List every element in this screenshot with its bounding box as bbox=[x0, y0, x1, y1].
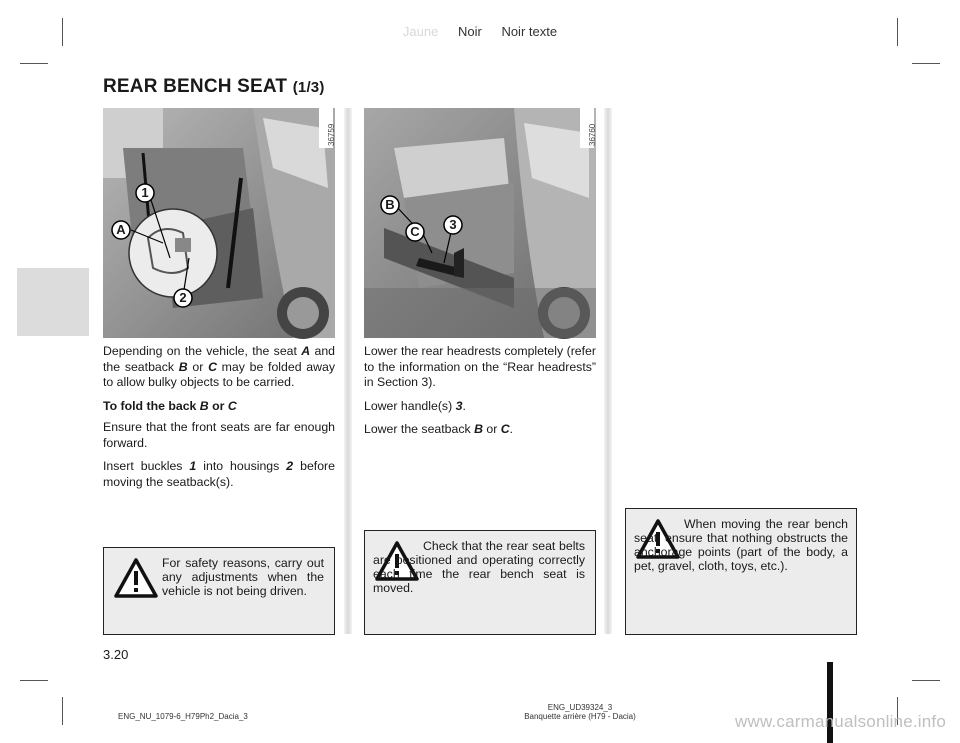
paragraph-headrests: Lower the rear headrests completely (refer to the information on the “Rear headrests” in Section 3). bbox=[364, 344, 596, 389]
watermark: www.carmanualsonline.info bbox=[735, 712, 946, 731]
figure-ref-number: 36760 bbox=[580, 108, 594, 148]
section-heading: To fold the back B or C bbox=[103, 398, 237, 413]
page-title-part: (1/3) bbox=[292, 79, 325, 96]
warning-text: When moving the rear bench seat, ensure that nothing obstructs the anchorage points (part of the body, a pet, gravel, cloth, toys, etc.). bbox=[634, 517, 848, 573]
crop-mark bbox=[20, 680, 48, 681]
crop-mark bbox=[912, 680, 940, 681]
column-divider bbox=[604, 108, 612, 634]
paragraph-buckles: Insert buckles 1 into housings 2 before moving the seatback(s). bbox=[103, 459, 335, 489]
color-word-jaune: Jaune bbox=[402, 24, 439, 39]
warning-box-safety bbox=[103, 547, 335, 635]
paragraph-front-seats: Ensure that the front seats are far enough forward. bbox=[103, 420, 335, 450]
crop-mark bbox=[62, 697, 63, 725]
callout-A: A bbox=[116, 222, 126, 237]
crop-mark bbox=[20, 63, 48, 64]
paragraph-seatback: Lower the seatback B or C. bbox=[364, 422, 514, 436]
color-word-noir: Noir bbox=[457, 24, 482, 39]
color-word-noir-texte: Noir texte bbox=[501, 24, 558, 39]
warning-box-anchorage bbox=[625, 508, 857, 635]
warning-box-seat-belts bbox=[364, 530, 596, 635]
column-divider bbox=[344, 108, 352, 634]
callouts-right bbox=[364, 108, 596, 338]
paragraph-intro: Depending on the vehicle, the seat A and the seatback B or C may be folded away to allow bulky objects to be carried. bbox=[103, 344, 336, 389]
figure-rear-seat-handles bbox=[364, 108, 596, 338]
callout-3: 3 bbox=[449, 217, 457, 232]
warning-triangle-icon bbox=[114, 558, 158, 598]
chapter-tab bbox=[17, 268, 89, 336]
footer-right-code: ENG_UD39324_3 Banquette arrière (H79 - Dacia) bbox=[524, 703, 636, 721]
callout-C: C bbox=[410, 224, 420, 239]
warning-text: For safety reasons, carry out any adjustments when the vehicle is not being driven. bbox=[162, 556, 324, 598]
figure-rear-seat-buckles bbox=[103, 108, 335, 338]
page-number: 3.20 bbox=[103, 647, 129, 662]
figure-ref-number: 36759 bbox=[319, 108, 333, 148]
page-title-main: REAR BENCH SEAT bbox=[103, 76, 288, 97]
crop-mark bbox=[912, 63, 940, 64]
column-2-text bbox=[364, 344, 596, 446]
paragraph-handles: Lower handle(s) 3. bbox=[364, 398, 466, 413]
callout-1: 1 bbox=[141, 185, 149, 200]
callout-2: 2 bbox=[179, 290, 187, 305]
print-color-header bbox=[0, 24, 960, 39]
column-1-text bbox=[103, 344, 335, 498]
footer-left-code: ENG_NU_1079-6_H79Ph2_Dacia_3 bbox=[118, 712, 248, 721]
callout-B: B bbox=[385, 197, 395, 212]
page-title bbox=[103, 76, 325, 98]
warning-text: Check that the rear seat belts are positioned and operating correctly each time the rear bench seat is moved. bbox=[373, 539, 585, 595]
callouts-left bbox=[103, 108, 335, 338]
